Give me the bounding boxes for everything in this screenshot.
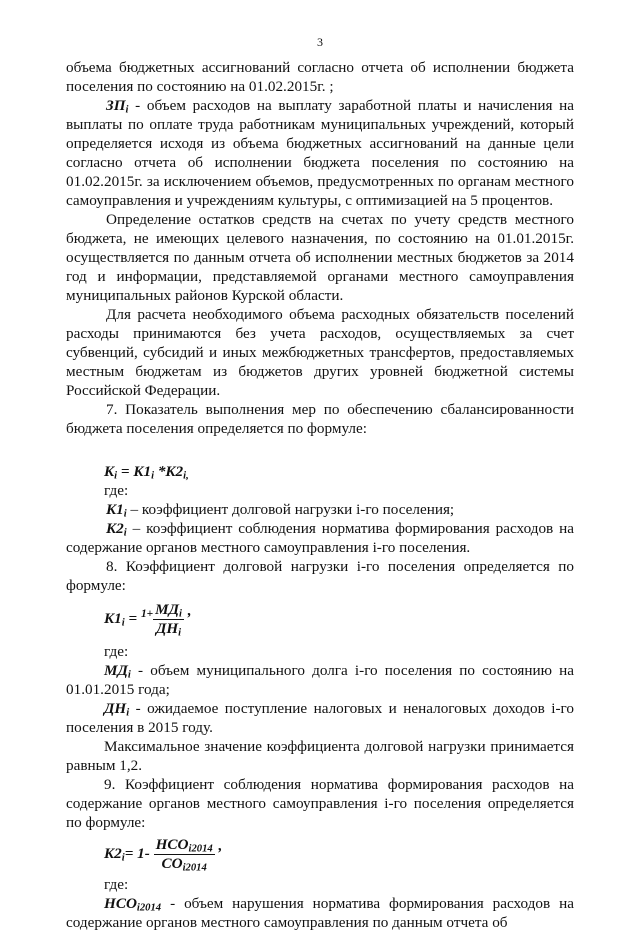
paragraph-balances: Определение остатков средств на счетах по учету средств местного бюджета, не имеющих целевого назначения, по состоянию на 01.01.2015г. осуществляется по данным отчета об исполнении местных бюджетов за 2014 год и информации, представляемой органами местного самоуправления муниципальных районов Курской области. bbox=[66, 211, 574, 304]
formula-k2-tail: , bbox=[214, 837, 223, 855]
formula-k1-eq: = bbox=[124, 610, 141, 627]
formula-k-k1-sub: i bbox=[151, 470, 155, 482]
where-label-2: где: bbox=[104, 643, 129, 661]
formula-k2-den-sub: i2014 bbox=[182, 862, 207, 874]
paragraph-item-9: 9. Коэффициент соблюдения норматива формирования расходов на содержание органов местного самоуправления i-го поселения определяется по формуле: bbox=[66, 776, 574, 832]
formula-k2-lhs-sub: i bbox=[121, 852, 125, 864]
k2-symbol: K2 bbox=[106, 520, 124, 537]
definition-nso bbox=[66, 894, 574, 932]
md-symbol: МД bbox=[104, 662, 128, 680]
formula-k1-den-text: ДН bbox=[155, 620, 179, 638]
formula-k1-tail: , bbox=[183, 602, 192, 619]
k1-text: – коэффициент долговой нагрузки i-го поселения; bbox=[126, 501, 455, 518]
formula-k1-numerator bbox=[153, 601, 184, 620]
formula-k1-num-sub: i bbox=[179, 608, 182, 620]
where-label-3: где: bbox=[104, 876, 129, 894]
formula-k2 bbox=[66, 836, 574, 873]
dn-symbol: ДН bbox=[104, 700, 127, 718]
nso-text: - объем нарушения норматива формирования расходов на содержание органов местного самоуправления по данным отчета об bbox=[66, 895, 574, 932]
formula-k-k2: *K2 bbox=[154, 463, 184, 480]
zp-subscript: i bbox=[125, 104, 129, 116]
formula-k bbox=[66, 462, 574, 481]
paragraph-budget-allocations: объема бюджетных ассигнований согласно отчета об исполнении бюджета поселения по состоянию на 01.02.2015г. ; bbox=[66, 59, 574, 95]
paragraph-expenses: Для расчета необходимого объема расходных обязательств поселений расходы принимаются без учета расходов, осуществляемых за счет субвенций, субсидий и иных межбюджетных трансфертов, предоставляемых местным бюджетам из бюджетов других уровней бюджетной системы Российской Федерации. bbox=[66, 306, 574, 399]
md-text: - объем муниципального долга i-го поселения по состоянию на 01.01.2015 года; bbox=[66, 662, 574, 699]
formula-k2-num-sub: i2014 bbox=[188, 843, 213, 855]
paragraph-zp-definition bbox=[66, 96, 574, 210]
paragraph-item-8: 8. Коэффициент долговой нагрузки i-го поселения определяется по формуле: bbox=[66, 558, 574, 594]
definition-dn bbox=[66, 699, 574, 737]
dn-text: - ожидаемое поступление налоговых и неналоговых доходов i-го поселения в 2015 году. bbox=[66, 700, 574, 737]
formula-k2-eq: = 1- bbox=[124, 845, 154, 863]
zp-symbol: ЗП bbox=[106, 97, 126, 114]
definition-k2 bbox=[66, 519, 574, 557]
formula-k2-lhs: K2 bbox=[104, 845, 122, 863]
definition-k1 bbox=[66, 500, 574, 519]
formula-k1-fraction bbox=[153, 601, 184, 638]
k1-symbol: K1 bbox=[106, 501, 124, 518]
formula-k1 bbox=[66, 601, 574, 638]
where-label-1: где: bbox=[104, 482, 129, 499]
formula-k-lhs: K bbox=[104, 463, 115, 480]
page-number: 3 bbox=[317, 35, 323, 49]
formula-k1-lhs: K1 bbox=[104, 610, 122, 627]
formula-k2-den-text: СО bbox=[161, 855, 183, 873]
formula-k1-denominator bbox=[153, 620, 184, 638]
formula-k2-numerator bbox=[154, 836, 215, 855]
formula-k1-num-text: МД bbox=[155, 601, 180, 619]
formula-k1-one: 1+ bbox=[140, 607, 154, 620]
formula-k1-lhs-sub: i bbox=[121, 617, 125, 629]
nso-symbol: НСО bbox=[104, 895, 137, 913]
k2-text: – коэффициент соблюдения норматива формирования расходов на содержание органов местного самоуправления i-го поселения. bbox=[66, 520, 574, 556]
paragraph-item-7: 7. Показатель выполнения мер по обеспечению сбалансированности бюджета поселения определяется по формуле: bbox=[66, 401, 574, 437]
k2-subscript: i bbox=[123, 527, 127, 539]
zp-text: - объем расходов на выплату заработной платы и начисления на выплаты по оплате труда работникам муниципальных учреждений, который определяется исходя из объема бюджетных ассигнований на данные цели согласно отчета об исполнении бюджета поселения по состоянию на 01.02.2015г. за исключением объемов, предусмотренных по органам местного самоуправления и учреждениям культуры, с оптимизацией на 5 процентов. bbox=[66, 97, 574, 209]
formula-k1-den-sub: i bbox=[178, 627, 182, 639]
formula-k-k2-sub: i, bbox=[183, 470, 189, 482]
formula-k2-fraction bbox=[154, 836, 215, 873]
dn-subscript: i bbox=[126, 707, 130, 719]
k1-subscript: i bbox=[123, 508, 127, 520]
nso-subscript: i2014 bbox=[136, 902, 162, 914]
formula-k-lhs-sub: i bbox=[114, 470, 118, 482]
spacer bbox=[66, 438, 574, 454]
md-subscript: i bbox=[127, 669, 131, 681]
formula-k2-denominator bbox=[154, 855, 215, 873]
formula-k2-num-text: НСО bbox=[155, 836, 189, 854]
formula-k-k1: = K1 bbox=[117, 463, 152, 480]
definition-md bbox=[66, 661, 574, 699]
paragraph-max-value: Максимальное значение коэффициента долговой нагрузки принимается равным 1,2. bbox=[66, 738, 574, 775]
